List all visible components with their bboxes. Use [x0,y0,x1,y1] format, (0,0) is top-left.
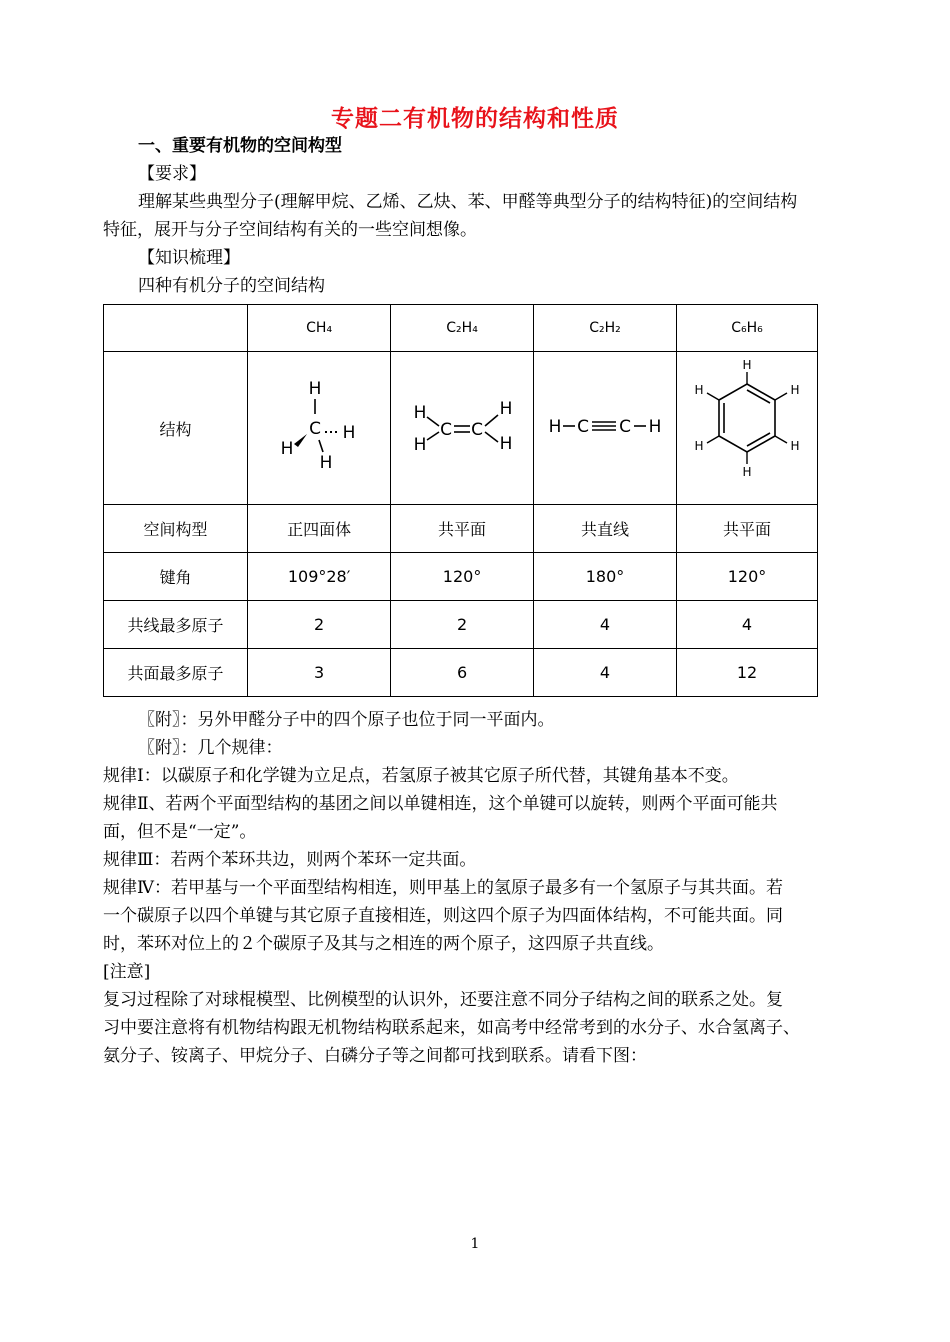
angle-row [104,553,818,601]
angle-ch4: 109°28′ [248,553,391,601]
knowledge-label: 【知识梳理】 [138,248,240,268]
line-atoms-c2h4: 2 [391,601,534,649]
benzene-structure-diagram [677,352,817,500]
ethene-bond-tr [485,415,498,426]
formula-ch4: CH₄ [248,305,391,352]
section-heading: 一、重要有机物的空间构型 [138,136,342,156]
plane-atoms-c2h4: 6 [391,649,534,697]
rule-2-line-1: 规律Ⅱ、若两个平面型结构的基团之间以单键相连，这个单键可以旋转，则两个平面可能共 [103,794,778,814]
benzene-h-bottom-right: H [790,439,800,453]
requirement-label: 【要求】 [138,164,206,184]
plane-atoms-ch4: 3 [248,649,391,697]
ethene-bond-tl [427,417,439,426]
methane-bond-bottom [319,440,323,452]
rule-4-line-1: 规律Ⅳ：若甲基与一个平面型结构相连，则甲基上的氢原子最多有一个氢原子与其共面。若 [103,878,783,898]
benzene-h-top-right: H [790,383,800,397]
page-number: 1 [470,1236,480,1252]
methane-structure-diagram [249,352,389,500]
line-atoms-row [104,601,818,649]
formula-c2h4: C₂H₄ [391,305,534,352]
rule-2-line-2: 面，但不是“一定”。 [103,822,257,842]
benzene-structure-cell [677,352,818,505]
shape-c2h4: 共平面 [391,505,534,553]
shape-ch4: 正四面体 [248,505,391,553]
requirement-text-line-2: 特征，展开与分子空间结构有关的一些空间想像。 [103,220,477,240]
shape-c6h6: 共平面 [677,505,818,553]
ethyne-c-right: C [619,417,631,437]
structure-row [104,352,818,505]
attention-line-2: 习中要注意将有机物结构跟无机物结构联系起来，如高考中经常考到的水分子、水合氢离子、 [103,1018,800,1038]
document-title: 专题二有机物的结构和性质 [331,106,619,132]
note-formaldehyde: 〖附〗：另外甲醛分子中的四个原子也位于同一平面内。 [138,710,555,730]
benzene-ring [719,384,775,452]
table-caption: 四种有机分子的空间结构 [138,276,325,296]
angle-c6h6: 120° [677,553,818,601]
row-label-plane-atoms: 共面最多原子 [104,649,248,697]
benzene-h-top: H [742,358,752,372]
ethyne-c-left: C [577,417,589,437]
row-label-angle: 键角 [104,553,248,601]
line-atoms-c2h2: 4 [534,601,677,649]
methane-structure-cell [248,352,391,505]
molecule-structure-table [103,304,818,697]
ethene-h-bottom-right: H [499,434,513,454]
methane-c: C [309,419,322,439]
rule-3: 规律Ⅲ：若两个苯环共边，则两个苯环一定共面。 [103,850,477,870]
ethene-structure-cell [391,352,534,505]
plane-atoms-row [104,649,818,697]
attention-label: [注意] [103,962,151,982]
ethyne-h-right: H [648,417,662,437]
benzene-ch-bond-bl [707,436,719,443]
ethyne-structure-diagram [535,352,675,500]
methane-h-left: H [280,439,294,459]
requirement-text-line-1: 理解某些典型分子(理解甲烷、乙烯、乙炔、苯、甲醛等典型分子的结构特征)的空间结构 [138,192,798,212]
angle-c2h2: 180° [534,553,677,601]
formula-c6h6: C₆H₆ [677,305,818,352]
header-blank-cell [104,305,248,352]
row-label-structure: 结构 [104,352,248,505]
ethene-h-bottom-left: H [413,435,427,455]
benzene-ch-bond-br [775,436,787,443]
line-atoms-ch4: 2 [248,601,391,649]
attention-line-1: 复习过程除了对球棍模型、比例模型的认识外，还要注意不同分子结构之间的联系之处。复 [103,990,783,1010]
plane-atoms-c2h2: 4 [534,649,677,697]
table-header-row [104,305,818,352]
angle-c2h4: 120° [391,553,534,601]
methane-h-bottom: H [319,453,333,473]
benzene-double-2 [747,433,770,446]
ethene-bond-bl [427,432,439,440]
ethene-structure-diagram [392,352,532,500]
ethene-c-left: C [440,420,452,440]
rule-4-line-3: 时，苯环对位上的２个碳原子及其与之相连的两个原子，这四原子共直线。 [103,934,664,954]
line-atoms-c6h6: 4 [677,601,818,649]
row-label-line-atoms: 共线最多原子 [104,601,248,649]
ethene-h-top-left: H [413,403,427,423]
rule-1: 规律Ⅰ：以碳原子和化学键为立足点，若氢原子被其它原子所代替，其键角基本不变。 [103,766,739,786]
shape-row [104,505,818,553]
formula-c2h2: C₂H₂ [534,305,677,352]
row-label-shape: 空间构型 [104,505,248,553]
benzene-h-bottom-left: H [694,439,704,453]
benzene-ch-bond-tr [775,393,787,400]
plane-atoms-c6h6: 12 [677,649,818,697]
methane-h-top: H [308,379,322,399]
methane-wedge-bond [294,434,307,447]
ethyne-structure-cell [534,352,677,505]
attention-line-3: 氨分子、铵离子、甲烷分子、白磷分子等之间都可找到联系。请看下图： [103,1046,647,1066]
rule-4-line-2: 一个碳原子以四个单键与其它原子直接相连，则这四个原子为四面体结构，不可能共面。同 [103,906,783,926]
benzene-ch-bond-tl [707,393,719,400]
note-rules-intro: 〖附〗：几个规律： [138,738,283,758]
shape-c2h2: 共直线 [534,505,677,553]
ethyne-h-left: H [548,417,562,437]
benzene-h-top-left: H [694,383,704,397]
benzene-double-1 [747,390,770,403]
ethene-bond-br [485,432,498,442]
ethene-h-top-right: H [499,399,513,419]
benzene-h-bottom: H [742,465,752,479]
methane-h-right: H [342,423,356,443]
ethene-c-right: C [471,420,483,440]
